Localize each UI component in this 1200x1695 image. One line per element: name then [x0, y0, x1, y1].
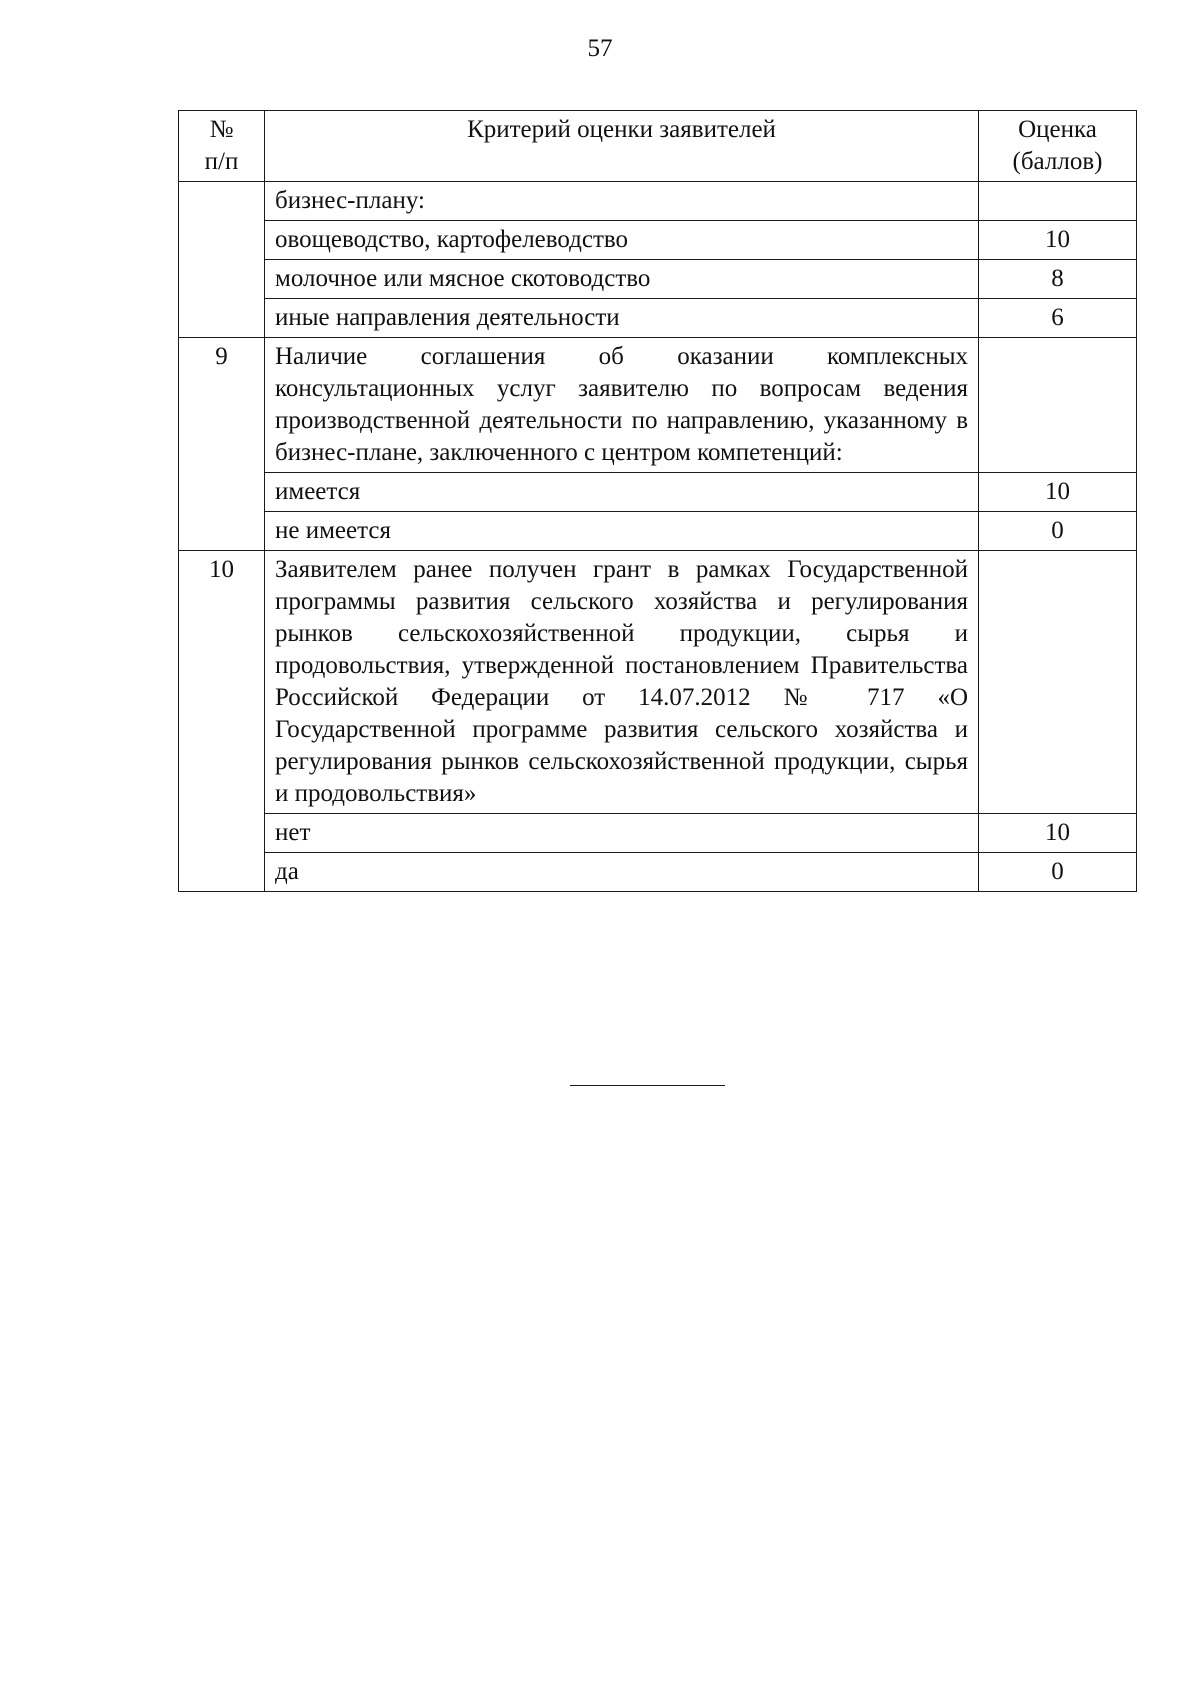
table-row	[179, 473, 1137, 512]
header-score	[979, 111, 1137, 182]
criterion-cell: овощеводство, картофелеводство	[265, 221, 979, 260]
criterion-cell: Заявителем ранее получен грант в рамках Государственной программы развития сельского хозяйства и регулирования рынков сельскохозяйственной продукции, сырья и продовольствия, утвержденной постановлением Правительства Российской Федерации от 14.07.2012 № 717 «О Государственной программе развития сельского хозяйства и регулирования рынков сельскохозяйственной продукции, сырья и продовольствия»	[265, 551, 979, 814]
score-cell	[979, 182, 1137, 221]
score-cell	[979, 338, 1137, 473]
criterion-cell: нет	[265, 814, 979, 853]
page-number: 57	[587, 35, 613, 62]
row-number-cell: 10	[179, 551, 265, 892]
header-number	[179, 111, 265, 182]
table-row	[179, 853, 1137, 892]
table-row	[179, 338, 1137, 473]
table-row	[179, 512, 1137, 551]
score-cell: 10	[979, 221, 1137, 260]
score-cell	[979, 551, 1137, 814]
header-criterion: Критерий оценки заявителей	[265, 111, 979, 182]
criterion-cell: не имеется	[265, 512, 979, 551]
table-row	[179, 551, 1137, 814]
end-rule	[570, 1085, 725, 1086]
score-cell: 0	[979, 512, 1137, 551]
header-score-line1: Оценка	[1018, 116, 1097, 143]
table-row	[179, 814, 1137, 853]
score-cell: 6	[979, 299, 1137, 338]
row-number-cell: 9	[179, 338, 265, 551]
criterion-cell: бизнес-плану:	[265, 182, 979, 221]
table-row	[179, 221, 1137, 260]
score-cell: 8	[979, 260, 1137, 299]
criterion-cell: иные направления деятельности	[265, 299, 979, 338]
criterion-cell: имеется	[265, 473, 979, 512]
header-number-sign: №	[209, 116, 234, 143]
table-header-row	[179, 111, 1137, 182]
criterion-cell: молочное или мясное скотоводство	[265, 260, 979, 299]
criteria-table	[178, 110, 1137, 892]
row-number-cell	[179, 182, 265, 338]
table-row	[179, 182, 1137, 221]
table-row	[179, 260, 1137, 299]
score-cell: 0	[979, 853, 1137, 892]
score-cell: 10	[979, 814, 1137, 853]
criterion-cell: Наличие соглашения об оказании комплексных консультационных услуг заявителю по вопросам ведения производственной деятельности по направлению, указанному в бизнес-плане, заключенного с центром компетенций:	[265, 338, 979, 473]
header-score-line2: (баллов)	[1012, 148, 1103, 175]
table-row	[179, 299, 1137, 338]
score-cell: 10	[979, 473, 1137, 512]
criterion-cell: да	[265, 853, 979, 892]
header-number-abbr: п/п	[204, 148, 239, 175]
